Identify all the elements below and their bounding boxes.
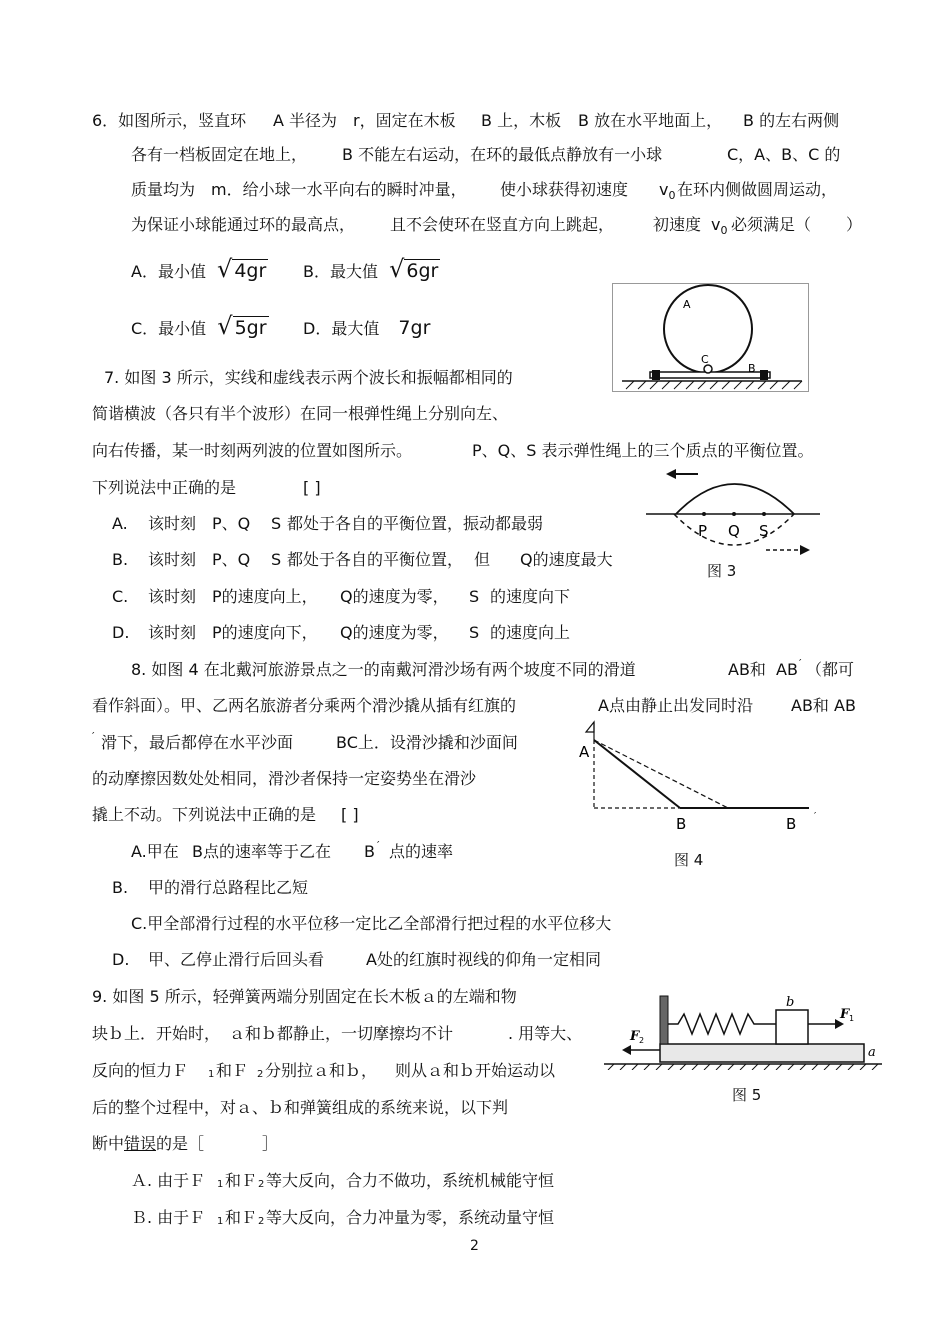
q9-l5b: 错误: [124, 1134, 157, 1153]
figure-3-caption: 图 3: [707, 562, 737, 580]
q8-a-0: A.甲在: [131, 842, 179, 861]
label-b: B: [748, 362, 756, 375]
q9-b-3: 2: [258, 1216, 265, 1227]
slope-ab: [594, 740, 680, 808]
q7-d-1: 该时刻: [148, 623, 197, 642]
point-q: [732, 512, 736, 516]
q6-l3-v-sub: 0: [668, 189, 676, 203]
q7-b-2: P、Q: [212, 550, 251, 569]
q6-l4-s2: 初速度: [653, 215, 702, 234]
q6-l1-s4: B 放在水平地面上，: [578, 111, 723, 130]
q6-option-d-value: 7gr: [398, 317, 431, 339]
q6-l3-s2: 使小球获得初速度: [500, 180, 629, 199]
q6-option-d-label: D．最大值: [303, 319, 380, 338]
q7-b-3: S: [271, 550, 282, 569]
q6-option-b: [303, 255, 440, 283]
q7-b-4: 都处于各自的平衡位置，: [287, 550, 464, 569]
q9-l2b: ａ和ｂ都静止，一切摩擦均不计: [229, 1024, 454, 1043]
q8-d-2: A处的红旗时视线的仰角一定相同: [366, 950, 601, 969]
slope-ab-prime: [594, 740, 728, 808]
q6-l4-s5: 必须满足（: [731, 215, 812, 234]
q7-wave-figure: [640, 464, 825, 564]
q8-slope-figure: [576, 718, 821, 836]
q6-l3-s0: 质量均为: [131, 180, 196, 199]
q6-l4-s1: 且不会使环在竖直方向上跳起，: [390, 215, 615, 234]
label-b: B: [676, 815, 687, 833]
label-a: A: [579, 743, 590, 761]
q9-b-1: 1: [217, 1216, 224, 1227]
q6-option-c: [131, 312, 269, 340]
q6-l4-s0: 为保证小球能通过环的最高点，: [131, 215, 356, 234]
q6-option-d: [303, 318, 430, 339]
q7-c-1: 该时刻: [148, 587, 197, 606]
q6-option-c-label: C．最小值: [131, 319, 207, 338]
q7-line4b: [ ]: [303, 478, 321, 497]
q7-c-0: C.: [112, 587, 129, 606]
q9-a-0: Ａ. 由于Ｆ: [131, 1171, 206, 1190]
q9-l3-5: 则从ａ和ｂ开始运动以: [395, 1061, 556, 1080]
q7-a-1: 该时刻: [148, 514, 197, 533]
q6-l3-v-letter: v: [659, 180, 669, 199]
q7-d-4: S: [469, 623, 480, 642]
q8-b-0: B.: [112, 878, 129, 897]
left-stopper: [652, 370, 660, 380]
q8-option-c: C.甲全部滑行过程的水平位移一定比乙全部滑行把过程的水平位移大: [131, 914, 612, 933]
q8-l1a: 8. 如图 4 在北戴河旅游景点之一的南戴河滑沙场有两个坡度不同的滑道: [131, 660, 636, 679]
q8-b-1: 甲的滑行总路程比乙短: [148, 878, 309, 897]
q6-option-a-label: A．最小值: [131, 262, 206, 281]
point-s: [762, 512, 766, 516]
q7-a-0: A.: [112, 514, 128, 533]
q9-a-2: 和Ｆ: [225, 1171, 258, 1190]
q8-a-2: B: [364, 842, 375, 861]
q9-b-4: 等大反向，合力冲量为零，系统动量守恒: [266, 1208, 555, 1227]
q8-l3a: ′: [92, 730, 95, 743]
q6-option-c-radical: [217, 312, 268, 340]
q8-a-4: 点的速率: [389, 842, 454, 861]
q8-line4: 的动摩擦因数处处相同，滑沙者保持一定姿势坐在滑沙: [92, 769, 477, 788]
q8-d-0: D.: [112, 950, 130, 969]
block-b: [776, 1010, 808, 1044]
q7-line3a: 向右传播，某一时刻两列波的位置如图所示。: [92, 441, 413, 460]
q7-b-6: Q的速度最大: [520, 550, 613, 569]
q7-d-5: 的速度向上: [490, 623, 571, 642]
q6-l2-s1: B 不能左右运动，在环的最低点静放有一小球: [342, 145, 663, 164]
q6-option-b-value: 6gr: [406, 260, 439, 282]
q8-l5a: 撬上不动。下列说法中正确的是: [92, 805, 317, 824]
q6-option-b-label: B．最大值: [303, 262, 378, 281]
red-flag-icon: [586, 722, 594, 732]
q7-line3b: P、Q、S 表示弹性绳上的三个质点的平衡位置。: [472, 441, 814, 460]
q8-l2b: A点由静止出发同时沿: [598, 696, 753, 715]
label-f1: F: [840, 1007, 850, 1022]
q6-option-c-value: 5gr: [234, 317, 267, 339]
label-p: P: [698, 522, 708, 540]
q7-c-2: P的速度向上，: [212, 587, 318, 606]
figure-4-caption: 图 4: [674, 851, 704, 869]
left-arrow-icon: [666, 469, 676, 479]
q6-l3-s1: m．给小球一水平向右的瞬时冲量，: [211, 180, 467, 199]
board-a: [660, 1044, 864, 1062]
q9-a-4: 等大反向，合力不做功，系统机械能守恒: [266, 1171, 555, 1190]
right-arrow-icon: [800, 545, 810, 555]
label-a: A: [683, 298, 691, 311]
solid-wave: [676, 484, 794, 514]
spring: [668, 1014, 776, 1034]
q8-l1c: AB: [776, 660, 798, 679]
q6-l2-s2: C，A、B、C 的: [727, 145, 841, 164]
label-b-prime: B: [786, 815, 797, 833]
q7-a-2: P、Q: [212, 514, 251, 533]
q7-c-4: S: [469, 587, 480, 606]
q9-l3-4: 分别拉ａ和ｂ，: [265, 1061, 378, 1080]
ball-c: [704, 365, 712, 373]
label-f1-sub: 1: [849, 1014, 855, 1023]
q6-l1-s1: A 半径为: [273, 111, 338, 130]
q6-l1-s3: B 上，木板: [481, 111, 562, 130]
label-f2-sub: 2: [639, 1036, 645, 1045]
q9-line4: 后的整个过程中，对ａ、ｂ和弹簧组成的系统来说，以下判: [92, 1098, 509, 1117]
label-f2: F: [630, 1029, 640, 1044]
q6-option-a: [131, 255, 268, 283]
label-s: S: [759, 522, 769, 540]
q6-l4-s6: ）: [846, 215, 863, 234]
ground-hatch: [626, 381, 802, 389]
q7-line4a: 下列说法中正确的是: [92, 478, 237, 497]
q9-l5c: 的是［: [156, 1134, 205, 1153]
q6-l4-v-letter: v: [711, 215, 721, 234]
q9-l3-3: 2: [257, 1069, 264, 1080]
q6-l1-s2: r，固定在木板: [353, 111, 456, 130]
q6-l4-v-sub: 0: [720, 224, 728, 238]
q6-l1-s0: 6．如图所示，竖直环: [92, 111, 247, 130]
q8-d-1: 甲、乙停止滑行后回头看: [148, 950, 325, 969]
point-p: [702, 512, 706, 516]
q8-l1e: （都可: [806, 660, 855, 679]
q6-l4-v: [711, 215, 727, 241]
prime-mark: ′: [814, 811, 817, 822]
q8-a-3: ′: [377, 839, 380, 852]
q7-b-5: 但: [474, 550, 491, 569]
q9-l5d: ］: [262, 1134, 279, 1153]
q9-spring-figure: [600, 990, 885, 1070]
q7-b-1: 该时刻: [148, 550, 197, 569]
q7-line2: 简谐横波（各只有半个波形）在同一根弹性绳上分别向左、: [92, 404, 509, 423]
q6-option-a-radical: [217, 255, 268, 283]
label-a: a: [868, 1045, 876, 1060]
q9-b-2: 和Ｆ: [225, 1208, 258, 1227]
sqrt-icon: √: [217, 255, 233, 283]
q6-ring-figure: [612, 283, 810, 393]
q9-l5a: 断中: [92, 1134, 125, 1153]
q7-c-5: 的速度向下: [490, 587, 571, 606]
q8-a-1: B点的速率等于乙在: [192, 842, 331, 861]
q7-c-3: Q的速度为零，: [340, 587, 449, 606]
q9-l2a: 块ｂ上．开始时，: [92, 1024, 221, 1043]
q7-b-0: B.: [112, 550, 129, 569]
q6-option-a-value: 4gr: [234, 260, 267, 282]
q8-l3b: 滑下，最后都停在水平沙面: [101, 733, 294, 752]
q6-l2-s0: 各有一档板固定在地上，: [131, 145, 308, 164]
q9-l3-1: 1: [208, 1069, 215, 1080]
q8-l5b: [ ]: [341, 805, 359, 824]
q9-l3-2: 和Ｆ: [216, 1061, 249, 1080]
q6-l3-v: [659, 180, 675, 206]
q6-l1-s5: B 的左右两侧: [743, 111, 840, 130]
q8-l1b: AB和: [728, 660, 766, 679]
ground-hatch: [608, 1064, 878, 1070]
q7-d-2: P的速度向下，: [212, 623, 318, 642]
label-c: C: [701, 353, 709, 366]
q8-l2a: 看作斜面）。甲、乙两名旅游者分乘两个滑沙撬从插有红旗的: [92, 696, 517, 715]
sqrt-icon: √: [217, 312, 233, 340]
page-number: 2: [470, 1238, 479, 1254]
q7-d-0: D.: [112, 623, 130, 642]
q9-l3-0: 反向的恒力Ｆ: [92, 1061, 189, 1080]
q7-line1: 7. 如图 3 所示，实线和虚线表示两个波长和振幅都相同的: [104, 368, 513, 387]
q7-d-3: Q的速度为零，: [340, 623, 449, 642]
q9-b-0: Ｂ. 由于Ｆ: [131, 1208, 206, 1227]
q6-l3-s5: 在环内侧做圆周运动，: [677, 180, 838, 199]
q9-a-3: 2: [258, 1179, 265, 1190]
q6-option-b-radical: [389, 255, 440, 283]
label-q: Q: [728, 522, 740, 540]
figure-5-caption: 图 5: [732, 1086, 762, 1104]
q9-line1: 9. 如图 5 所示，轻弹簧两端分别固定在长木板ａ的左端和物: [92, 987, 517, 1006]
q7-a-3: S: [271, 514, 282, 533]
left-wall: [660, 996, 668, 1044]
q8-l1d: ′: [799, 657, 802, 670]
q9-l2c: . 用等大、: [508, 1024, 583, 1043]
label-b: b: [786, 995, 795, 1010]
q8-l2c: AB和 AB: [791, 696, 856, 715]
q9-a-1: 1: [217, 1179, 224, 1190]
q8-l3c: BC上．设滑沙撬和沙面间: [336, 733, 518, 752]
q7-a-4: 都处于各自的平衡位置，振动都最弱: [287, 514, 544, 533]
sqrt-icon: √: [389, 255, 405, 283]
right-stopper: [760, 370, 768, 380]
f2-arrow-icon: [622, 1045, 631, 1055]
